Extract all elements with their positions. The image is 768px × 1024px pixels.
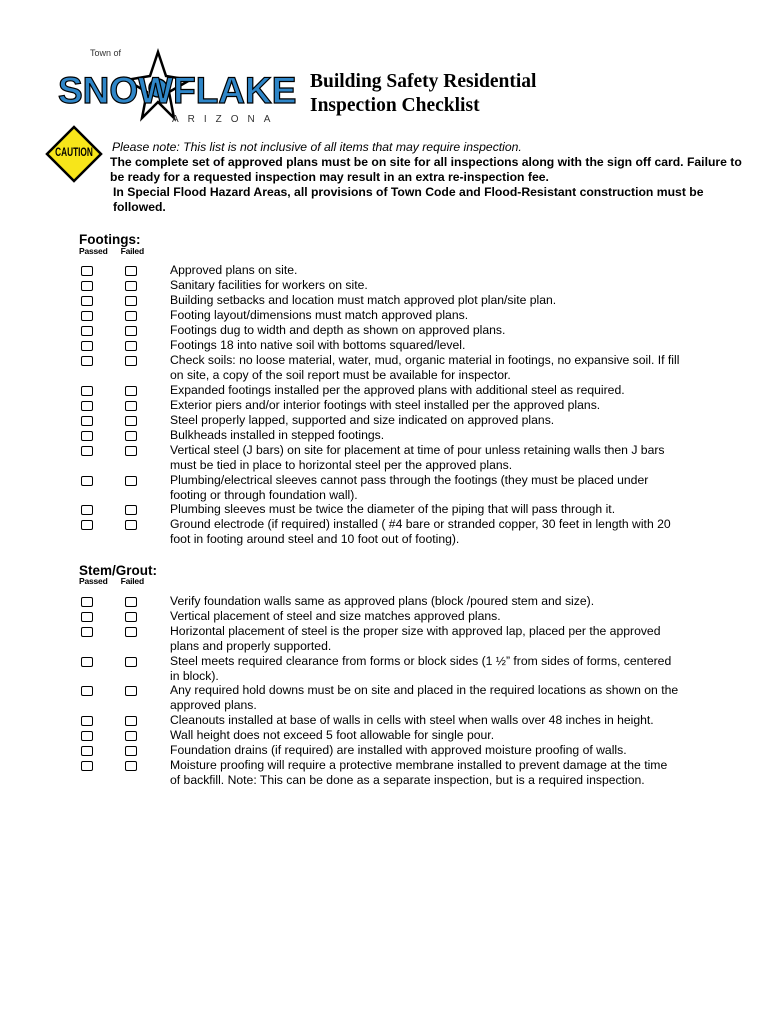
checklist-item-text: Steel meets required clearance from forms or block sides (1 ½” from sides of forms, centered in block). <box>170 654 672 683</box>
page-title <box>310 70 536 118</box>
passed-checkbox[interactable] <box>81 686 93 696</box>
passed-checkbox[interactable] <box>81 716 93 726</box>
failed-checkbox[interactable] <box>125 341 137 351</box>
checklist-item-text: Plumbing sleeves must be twice the diameter of the piping that will pass through it. <box>170 502 616 516</box>
checklist-item-text: Vertical placement of steel and size matches approved plans. <box>170 609 501 623</box>
failed-checkbox[interactable] <box>125 612 137 622</box>
passed-checkbox[interactable] <box>81 311 93 321</box>
failed-checkbox[interactable] <box>125 296 137 306</box>
failed-checkbox[interactable] <box>125 761 137 771</box>
note-bold-plans: The complete set of approved plans must be on site for all inspections along with the sign off card. Failure to be ready for a requested inspection may result in an extra re-inspection fee. <box>110 155 742 184</box>
passed-checkbox[interactable] <box>81 746 93 756</box>
passed-checkbox[interactable] <box>81 356 93 366</box>
logo-state-text: ARIZONA <box>172 114 280 125</box>
title-line-2: Inspection Checklist <box>310 95 480 116</box>
caution-sign <box>45 125 103 183</box>
failed-checkbox[interactable] <box>125 266 137 276</box>
checklist-item-text: Moisture proofing will require a protective membrane installed to prevent damage at the time of backfill. Note: This can be done as a separate inspection, but is a required inspection. <box>170 758 668 787</box>
passed-checkbox[interactable] <box>81 446 93 456</box>
column-headers-footings <box>79 246 144 256</box>
failed-checkbox[interactable] <box>125 731 137 741</box>
failed-checkbox[interactable] <box>125 627 137 637</box>
checklist-item-text: Horizontal placement of steel is the proper size with approved lap, placed per the approved plans and properly supported. <box>170 624 661 653</box>
checklist-item-text: Footing layout/dimensions must match approved plans. <box>170 308 469 322</box>
section-title-stem-grout: Stem/Grout: <box>79 563 158 578</box>
passed-checkbox[interactable] <box>81 731 93 741</box>
column-failed-label: Failed <box>120 576 144 586</box>
failed-checkbox[interactable] <box>125 520 137 530</box>
failed-checkbox[interactable] <box>125 401 137 411</box>
checklist-item-text: Cleanouts installed at base of walls in cells with steel when walls over 48 inches in height. <box>170 713 654 727</box>
town-logo <box>54 44 297 130</box>
checklist-item-text: Footings 18 into native soil with bottoms squared/level. <box>170 338 466 352</box>
checklist-item-text: Any required hold downs must be on site and placed in the required locations as shown on the approved plans. <box>170 683 679 712</box>
passed-checkbox[interactable] <box>81 266 93 276</box>
caution-notes <box>110 140 750 215</box>
passed-checkbox[interactable] <box>81 416 93 426</box>
failed-checkbox[interactable] <box>125 311 137 321</box>
checklist-item-text: Approved plans on site. <box>170 263 298 277</box>
checklist-item-text: Plumbing/electrical sleeves cannot pass through the footings (they must be placed under footing or through foundation wall). <box>170 473 649 502</box>
failed-checkbox[interactable] <box>125 416 137 426</box>
passed-checkbox[interactable] <box>81 341 93 351</box>
note-italic: Please note: This list is not inclusive of all items that may require inspection. <box>112 140 522 154</box>
note-bold-flood: In Special Flood Hazard Areas, all provisions of Town Code and Flood-Resistant construction must be followed. <box>113 185 704 214</box>
failed-checkbox[interactable] <box>125 686 137 696</box>
passed-checkbox[interactable] <box>81 627 93 637</box>
passed-checkbox[interactable] <box>81 431 93 441</box>
failed-checkbox[interactable] <box>125 476 137 486</box>
failed-checkbox[interactable] <box>125 326 137 336</box>
logo-wordmark: SNOWFLAKE <box>58 70 297 111</box>
failed-checkbox[interactable] <box>125 281 137 291</box>
checklist-item-text: Wall height does not exceed 5 foot allowable for single pour. <box>170 728 495 742</box>
checklist-item-text: Building setbacks and location must match approved plot plan/site plan. <box>170 293 557 307</box>
passed-checkbox[interactable] <box>81 386 93 396</box>
failed-checkbox[interactable] <box>125 716 137 726</box>
column-passed-label: Passed <box>79 246 108 256</box>
checklist-item-text: Bulkheads installed in stepped footings. <box>170 428 385 442</box>
passed-checkbox[interactable] <box>81 476 93 486</box>
passed-checkbox[interactable] <box>81 612 93 622</box>
passed-checkbox[interactable] <box>81 597 93 607</box>
checklist-item-text: Expanded footings installed per the approved plans with additional steel as required. <box>170 383 625 397</box>
failed-checkbox[interactable] <box>125 446 137 456</box>
failed-checkbox[interactable] <box>125 431 137 441</box>
checklist-item-text: Ground electrode (if required) installed ( #4 bare or stranded copper, 30 feet in length with 20 foot in footing around steel and 10 foot out of footing). <box>170 517 671 546</box>
passed-checkbox[interactable] <box>81 326 93 336</box>
column-failed-label: Failed <box>120 246 144 256</box>
column-headers-stem <box>79 576 144 586</box>
checklist-item-text: Steel properly lapped, supported and size indicated on approved plans. <box>170 413 555 427</box>
failed-checkbox[interactable] <box>125 597 137 607</box>
failed-checkbox[interactable] <box>125 657 137 667</box>
passed-checkbox[interactable] <box>81 281 93 291</box>
passed-checkbox[interactable] <box>81 520 93 530</box>
passed-checkbox[interactable] <box>81 761 93 771</box>
passed-checkbox[interactable] <box>81 657 93 667</box>
checklist-item-text: Vertical steel (J bars) on site for placement at time of pour unless retaining walls then J bars must be tied in place to horizontal steel per the approved plans. <box>170 443 665 472</box>
failed-checkbox[interactable] <box>125 356 137 366</box>
checklist-item-text: Check soils: no loose material, water, mud, organic material in footings, no expansive soil. If fill on site, a copy of the soil report must be available for inspector. <box>170 353 680 382</box>
logo-town-text: Town of <box>90 48 122 58</box>
failed-checkbox[interactable] <box>125 505 137 515</box>
passed-checkbox[interactable] <box>81 401 93 411</box>
column-passed-label: Passed <box>79 576 108 586</box>
checklist-item-text: Sanitary facilities for workers on site. <box>170 278 368 292</box>
passed-checkbox[interactable] <box>81 296 93 306</box>
checklist-item-text: Exterior piers and/or interior footings with steel installed per the approved plans. <box>170 398 601 412</box>
failed-checkbox[interactable] <box>125 386 137 396</box>
title-line-1: Building Safety Residential <box>310 71 537 92</box>
section-title-footings: Footings: <box>79 232 141 247</box>
caution-sign-text: CAUTION <box>55 147 93 159</box>
checklist-item-text: Verify foundation walls same as approved plans (block /poured stem and size). <box>170 594 595 608</box>
passed-checkbox[interactable] <box>81 505 93 515</box>
checklist-item-text: Foundation drains (if required) are installed with approved moisture proofing of walls. <box>170 743 627 757</box>
failed-checkbox[interactable] <box>125 746 137 756</box>
checklist-item-text: Footings dug to width and depth as shown on approved plans. <box>170 323 506 337</box>
